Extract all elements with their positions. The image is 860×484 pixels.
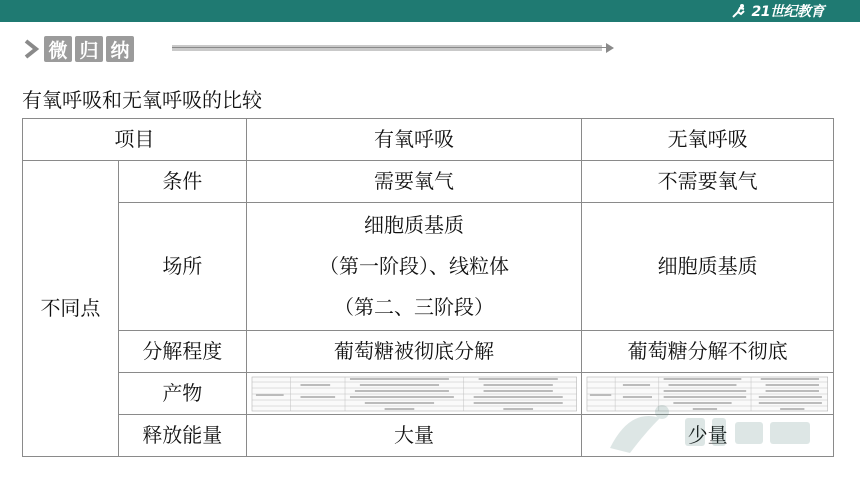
cell-anaerobic: 细胞质基质 — [582, 203, 834, 331]
cell-line: （第一阶段）、线粒体 — [319, 254, 510, 278]
section-char-2: 归 — [75, 36, 103, 62]
row-label: 场所 — [118, 203, 246, 331]
cell-anaerobic: 少量 — [582, 415, 834, 457]
table-row — [23, 203, 834, 331]
thumbnail-table-image — [251, 376, 578, 412]
header-item: 项目 — [23, 119, 247, 161]
section-char-3: 纳 — [106, 36, 134, 62]
cell-anaerobic: 葡萄糖分解不彻底 — [582, 331, 834, 373]
logo — [730, 2, 824, 20]
cell-aerobic — [246, 203, 582, 331]
cell-aerobic: 需要氧气 — [246, 161, 582, 203]
table-row — [23, 161, 834, 203]
page-subtitle: 有氧呼吸和无氧呼吸的比较 — [22, 88, 262, 112]
watermark-logo-icon — [590, 398, 820, 458]
group-label: 不同点 — [23, 161, 119, 457]
cell-line: （第二、三阶段） — [334, 295, 495, 319]
table-header-row — [23, 119, 834, 161]
section-heading — [22, 36, 137, 62]
header-aerobic: 有氧呼吸 — [246, 119, 582, 161]
row-label: 产物 — [118, 373, 246, 415]
cell-aerobic: 大量 — [246, 415, 582, 457]
cell-aerobic: 葡萄糖被彻底分解 — [246, 331, 582, 373]
logo-text: 21世纪教育 — [751, 4, 824, 20]
row-label: 分解程度 — [118, 331, 246, 373]
table-row — [23, 331, 834, 373]
section-arrow-line — [172, 42, 612, 54]
cell-aerobic — [246, 373, 582, 415]
header-anaerobic: 无氧呼吸 — [582, 119, 834, 161]
chevron-right-icon — [22, 38, 44, 60]
top-bar — [0, 0, 860, 22]
cell-line: 细胞质基质 — [364, 213, 465, 237]
row-label: 释放能量 — [118, 415, 246, 457]
runner-logo-icon — [730, 3, 748, 19]
section-char-1: 微 — [44, 36, 72, 62]
cell-anaerobic: 不需要氧气 — [582, 161, 834, 203]
row-label: 条件 — [118, 161, 246, 203]
